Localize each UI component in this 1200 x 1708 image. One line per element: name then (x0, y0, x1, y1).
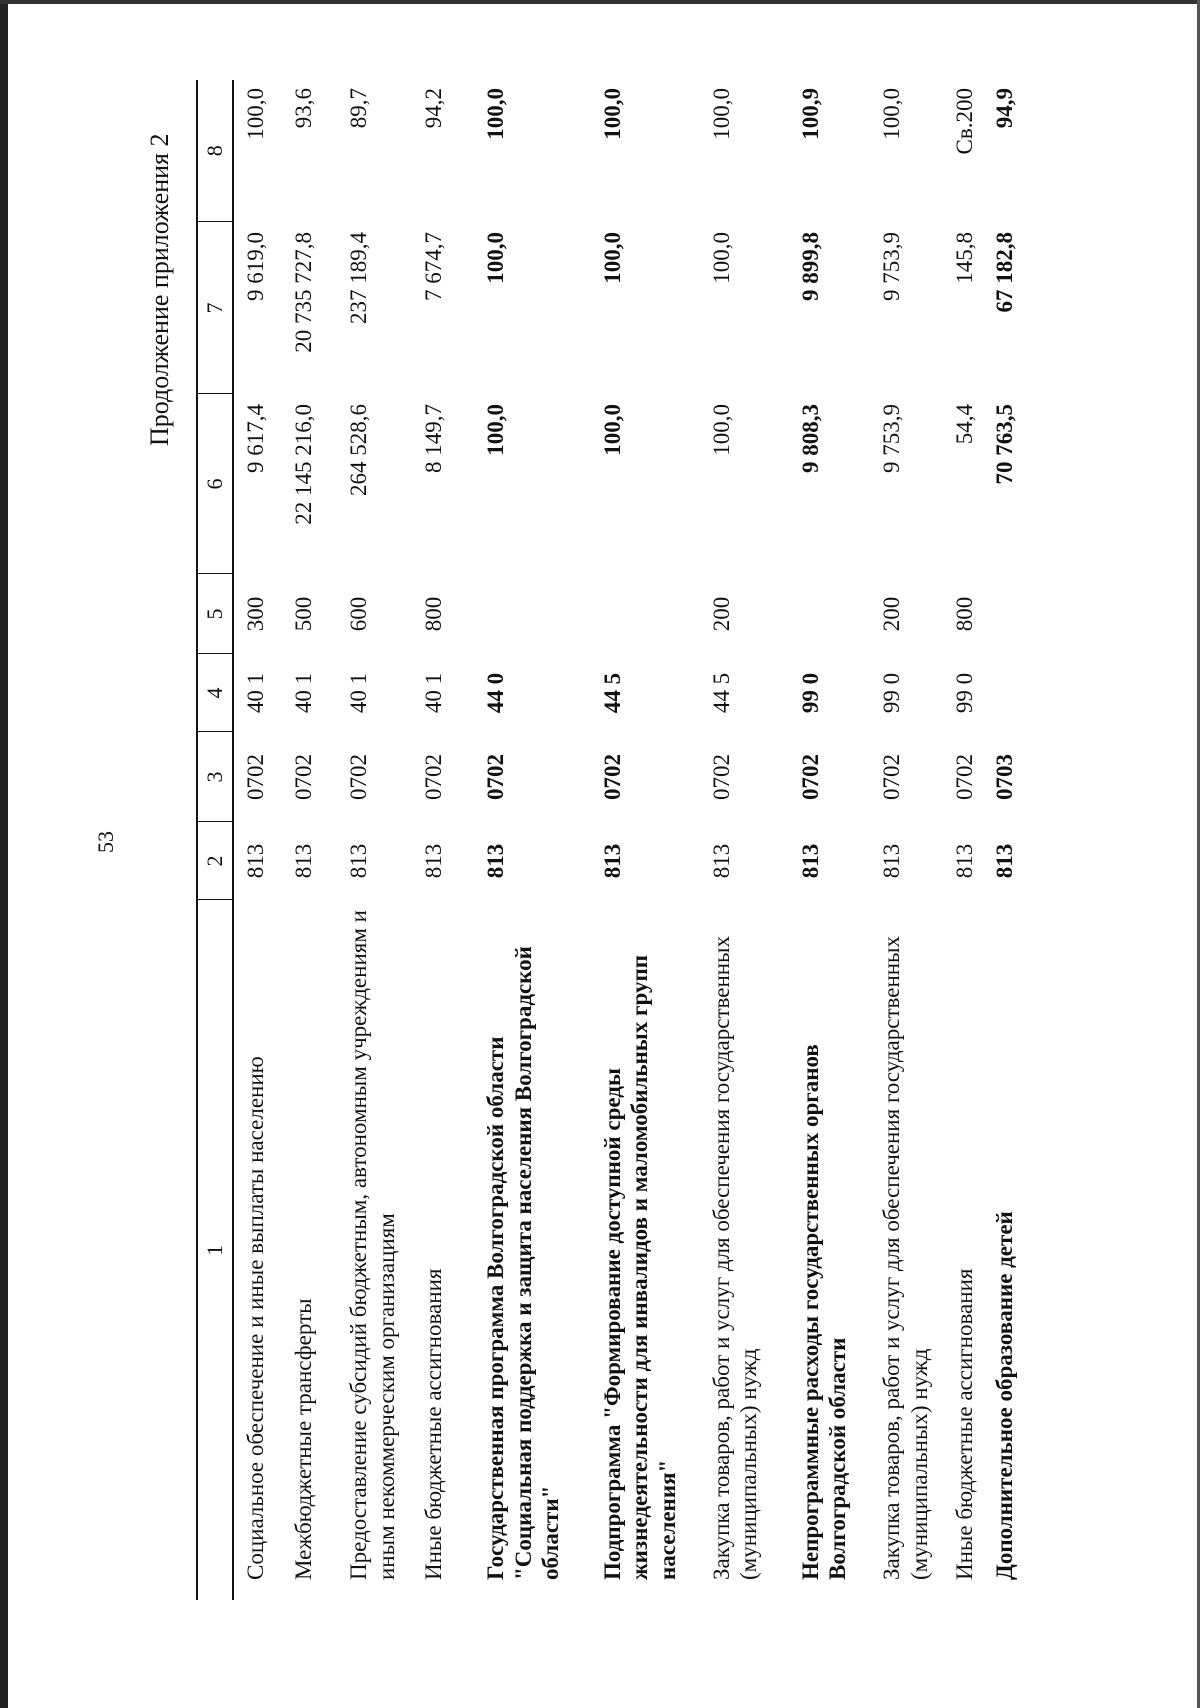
row-expense-type (983, 574, 1023, 654)
row-target (983, 654, 1023, 732)
row-target: 99 0 (797, 672, 823, 714)
table-row (233, 80, 274, 1600)
header-col-8: 8 (197, 80, 233, 222)
row-label: Межбюджетные трансферты (290, 1298, 316, 1580)
row-target: 44 5 (708, 672, 734, 714)
row-kvsr: 813 (708, 843, 734, 879)
row-plan: 100,0 (708, 404, 734, 456)
row-kvsr: 813 (797, 843, 823, 879)
row-kvsr: 813 (878, 843, 904, 879)
row-plan: 9 808,3 (797, 404, 823, 473)
row-plan: 22 145 216,0 (290, 404, 316, 525)
row-percent: 100,0 (878, 88, 904, 140)
row-label: Предоставление субсидий бюджетным, автономным учреждениям и иным некоммерческим организациям (346, 910, 399, 1580)
row-plan: 264 528,6 (346, 404, 372, 496)
row-plan: 100,0 (482, 404, 508, 456)
row-expense-type (569, 574, 686, 654)
row-section: 0702 (952, 754, 978, 800)
row-expense-type: 600 (346, 596, 372, 632)
row-section: 0702 (243, 754, 268, 800)
row-percent: 100,0 (482, 88, 508, 140)
row-percent: 100,0 (708, 88, 734, 140)
row-percent: 100,0 (599, 88, 625, 140)
table-row (937, 80, 983, 1600)
row-kvsr: 813 (346, 843, 372, 879)
page-number: 53 (93, 831, 118, 853)
row-label: Государственная программа Волгоградской области "Социальная поддержка и защита населения Волгоградской области" (482, 946, 564, 1580)
row-kvsr: 813 (952, 843, 978, 879)
table-header-row (197, 80, 233, 1600)
table-row (404, 80, 452, 1600)
header-col-2: 2 (197, 822, 233, 900)
row-target: 40 1 (290, 672, 316, 714)
row-expense-type: 300 (243, 596, 268, 632)
row-section: 0702 (290, 754, 316, 800)
rotated-table (196, 80, 1017, 1600)
row-section: 0702 (708, 754, 734, 800)
row-section: 0702 (421, 754, 447, 800)
row-expense-type: 800 (421, 596, 447, 632)
continuation-label: Продолжение приложения 2 (145, 133, 174, 446)
header-col-3: 3 (197, 732, 233, 822)
table-row (856, 80, 937, 1600)
row-plan: 54,4 (952, 404, 978, 445)
budget-table (196, 80, 1022, 1600)
row-actual: 145,8 (952, 232, 978, 284)
row-section: 0702 (878, 754, 904, 800)
row-actual: 20 735 727,8 (290, 232, 316, 353)
row-expense-type: 200 (878, 596, 904, 632)
row-section: 0702 (797, 754, 823, 800)
row-kvsr: 813 (991, 843, 1017, 879)
row-percent: Св.200 (952, 88, 978, 155)
row-target: 99 0 (952, 672, 978, 714)
row-section: 0702 (482, 754, 508, 800)
row-label: Подпрограмма "Формирование доступной среды жизнедеятельности для инвалидов и маломобильных групп населения" (599, 955, 680, 1580)
row-target: 44 5 (599, 672, 625, 714)
row-percent: 93,6 (290, 88, 316, 129)
row-actual: 9 899,8 (797, 232, 823, 301)
row-actual: 100,0 (482, 232, 508, 284)
table-body (233, 80, 1022, 1600)
header-col-6: 6 (197, 394, 233, 574)
row-label: Социальное обеспечение и иные выплаты населению (243, 1056, 268, 1580)
row-expense-type (767, 574, 856, 654)
table-row (452, 80, 569, 1600)
row-plan: 70 763,5 (991, 404, 1017, 485)
row-target: 40 1 (421, 672, 447, 714)
row-actual: 100,0 (599, 232, 625, 284)
row-actual: 100,0 (708, 232, 734, 284)
row-percent: 89,7 (346, 88, 372, 129)
row-expense-type: 500 (290, 596, 316, 632)
row-target: 40 1 (346, 672, 372, 714)
table-row (569, 80, 686, 1600)
row-label: Закупка товаров, работ и услуг для обеспечения государственных (муниципальных) нужд (708, 935, 762, 1580)
row-plan: 9 753,9 (878, 404, 904, 473)
row-kvsr: 813 (243, 843, 268, 879)
row-target: 44 0 (482, 672, 508, 714)
row-actual: 9 619,0 (243, 232, 268, 301)
table-row (686, 80, 767, 1600)
table-row (321, 80, 404, 1600)
row-target: 99 0 (878, 672, 904, 714)
scan-edge-top (0, 0, 1200, 4)
row-plan: 8 149,7 (421, 404, 447, 473)
row-expense-type (452, 574, 569, 654)
row-label: Иные бюджетные ассигнования (421, 1268, 447, 1580)
header-col-4: 4 (197, 654, 233, 732)
row-expense-type: 800 (952, 596, 978, 632)
row-actual: 237 189,4 (346, 232, 372, 324)
row-kvsr: 813 (421, 843, 447, 879)
row-section: 0702 (599, 754, 625, 800)
row-percent: 94,2 (421, 88, 447, 129)
row-percent: 94,9 (991, 88, 1017, 129)
row-label: Непрограммные расходы государственных органов Волгоградской области (797, 1044, 851, 1580)
row-actual: 9 753,9 (878, 232, 904, 301)
table-row (983, 80, 1023, 1600)
row-actual: 67 182,8 (991, 232, 1017, 313)
scan-edge-left (0, 0, 8, 1708)
row-label: Закупка товаров, работ и услуг для обеспечения государственных (муниципальных) нужд (878, 935, 932, 1580)
row-actual: 7 674,7 (421, 232, 447, 301)
table-row (767, 80, 856, 1600)
header-col-5: 5 (197, 574, 233, 654)
row-percent: 100,9 (797, 88, 823, 140)
row-plan: 9 617,4 (243, 404, 268, 473)
row-label: Иные бюджетные ассигнования (952, 1268, 978, 1580)
row-plan: 100,0 (599, 404, 625, 456)
row-section: 0703 (991, 754, 1017, 800)
row-label: Дополнительное образование детей (991, 1211, 1017, 1580)
row-target: 40 1 (243, 672, 268, 714)
header-col-1: 1 (197, 900, 233, 1600)
row-section: 0702 (346, 754, 372, 800)
row-kvsr: 813 (290, 843, 316, 879)
header-col-7: 7 (197, 222, 233, 394)
row-kvsr: 813 (599, 843, 625, 879)
row-expense-type: 200 (708, 596, 734, 632)
table-row (274, 80, 322, 1600)
row-kvsr: 813 (482, 843, 508, 879)
row-percent: 100,0 (243, 88, 268, 140)
